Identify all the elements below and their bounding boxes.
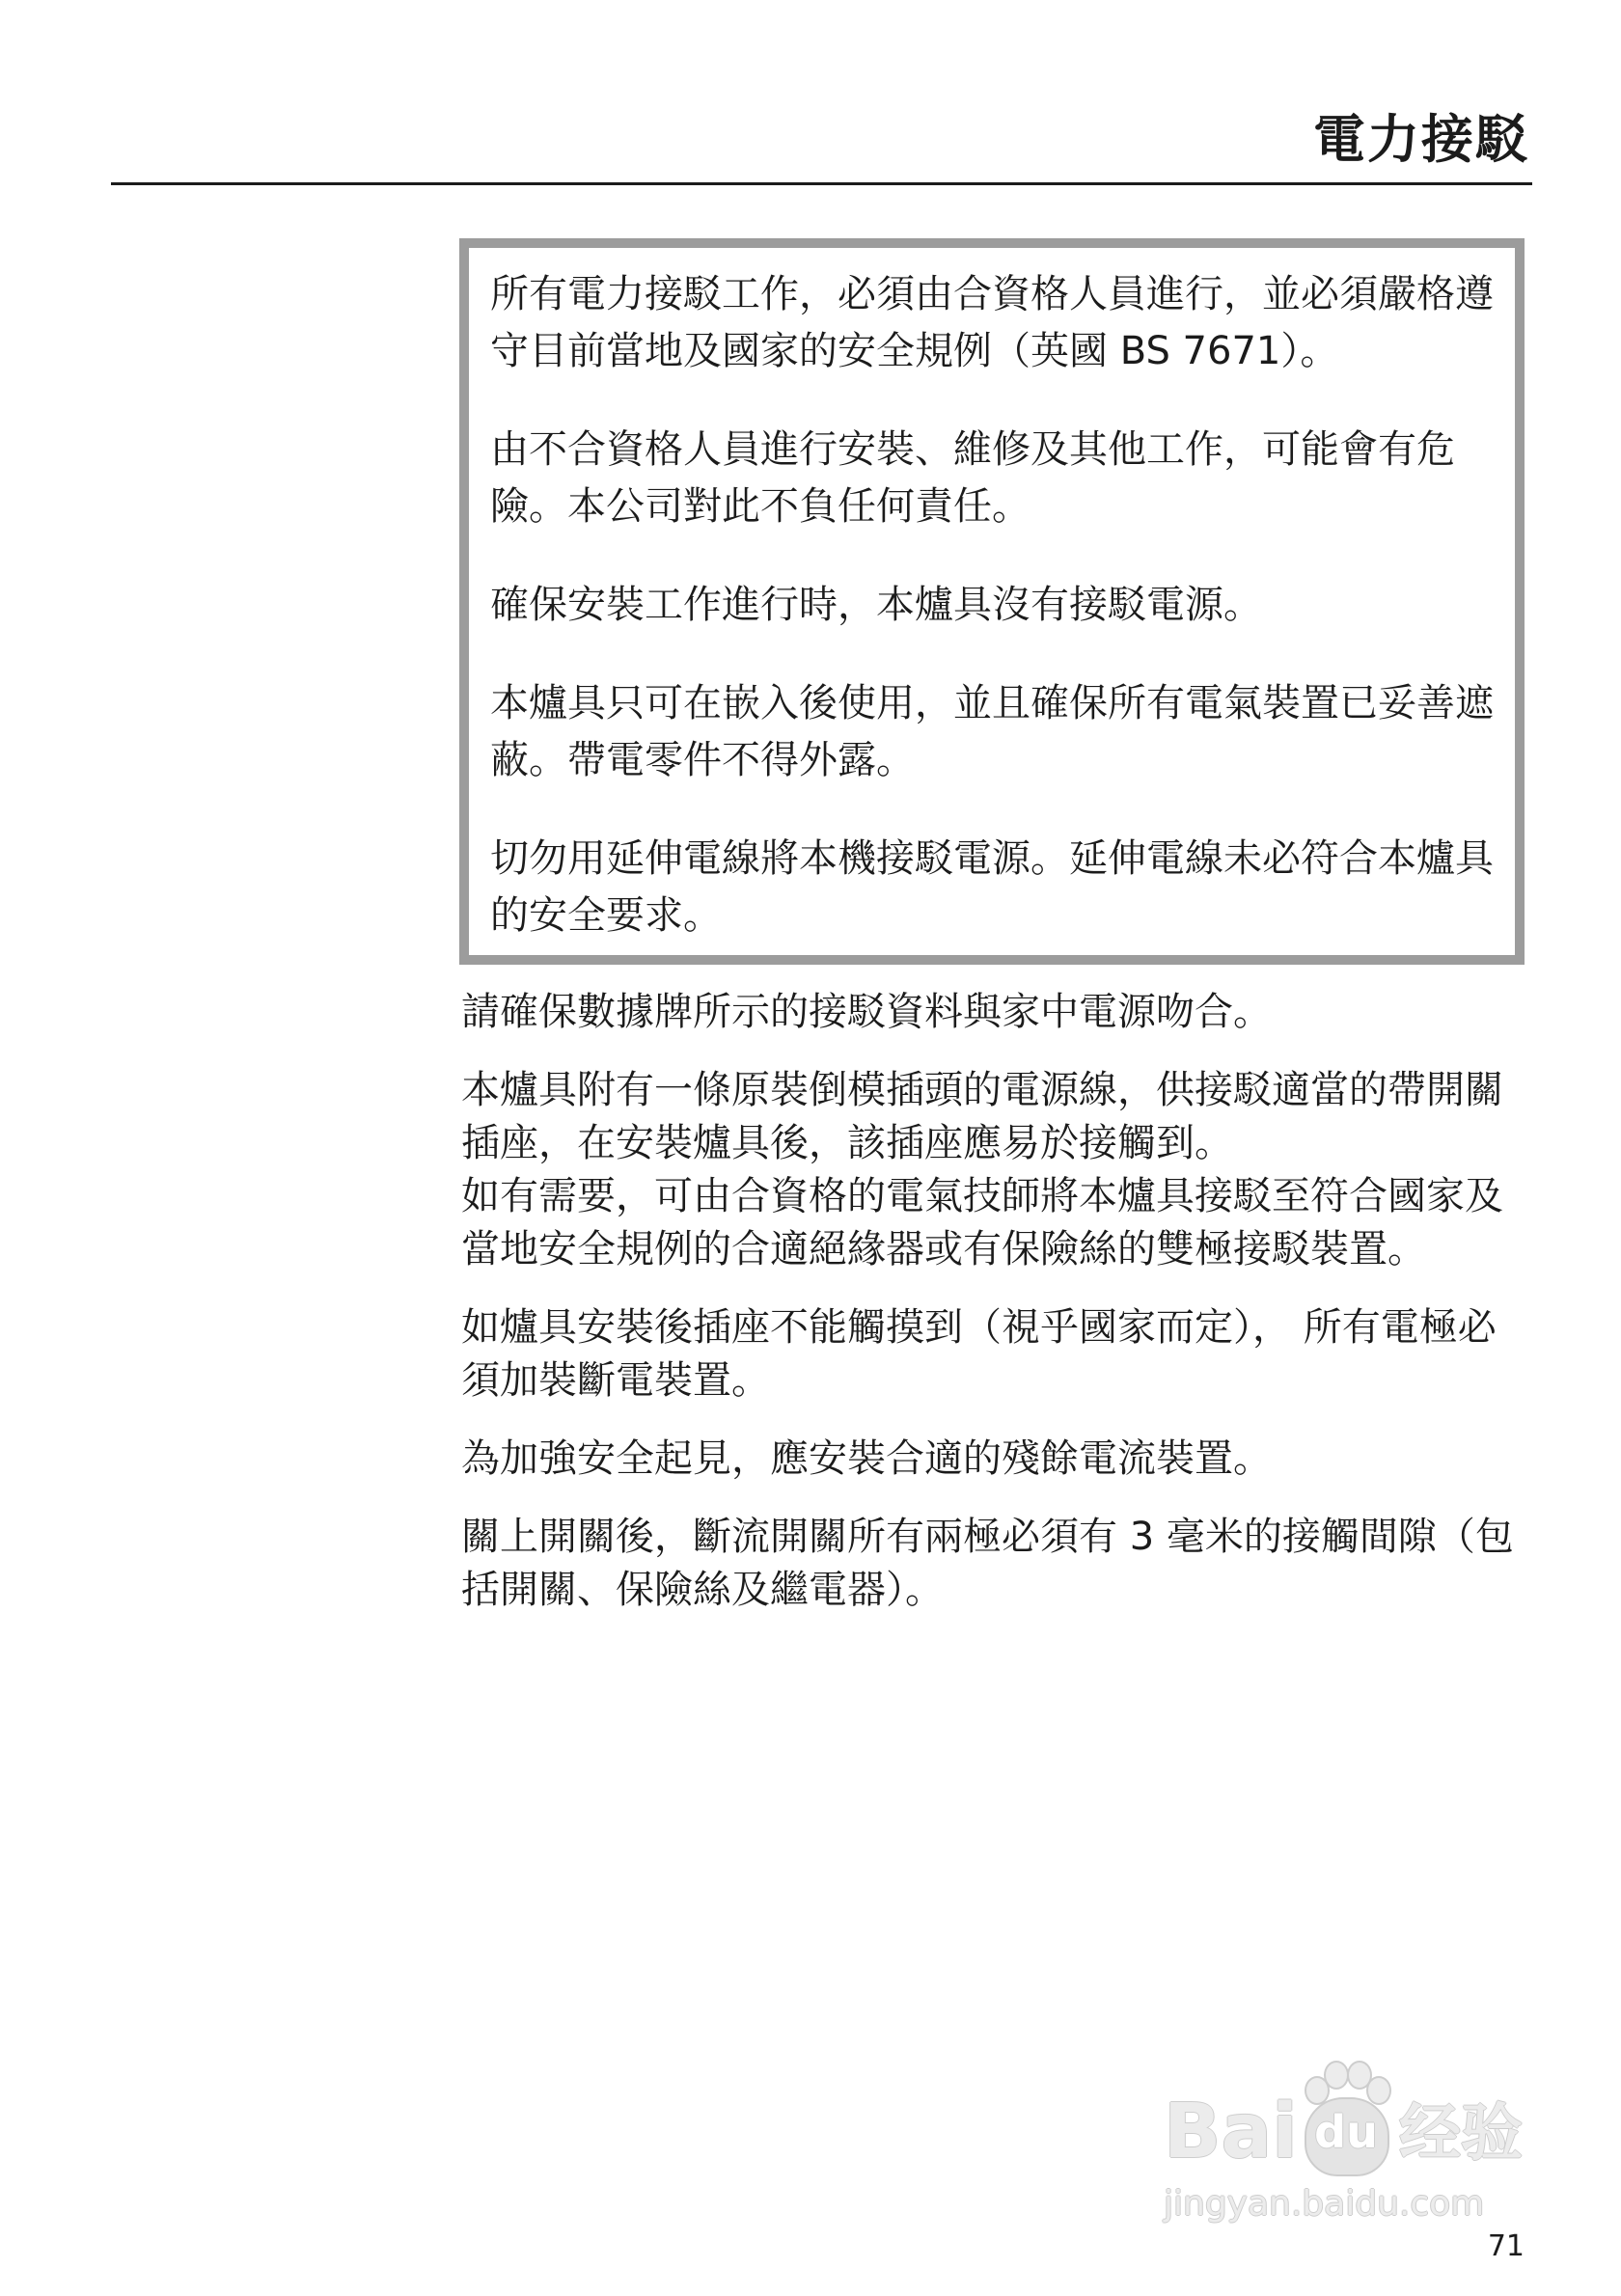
text-line: 蔽。帶電零件不得外露。 [490, 738, 915, 782]
body-text [461, 986, 1532, 1617]
text-line: 的安全要求。 [490, 893, 722, 938]
header-rule [111, 182, 1532, 185]
warning-paragraph [490, 577, 1515, 634]
paw-toe [1324, 2061, 1349, 2090]
watermark-logo-jingyan: 经验 [1399, 2098, 1523, 2170]
text-line: 險。本公司對此不負任何責任。 [490, 484, 1030, 529]
warning-box [459, 238, 1525, 965]
warning-paragraph [490, 675, 1515, 789]
text-line: 當地安全規例的合適絕緣器或有保險絲的雙極接駁裝置。 [461, 1227, 1426, 1271]
text-line: 守目前當地及國家的安全規例（英國 BS 7671）。 [490, 329, 1339, 373]
text-line: 須加裝斷電裝置。 [461, 1358, 770, 1403]
text-line: 本爐具附有一條原裝倒模插頭的電源線，供接駁適當的帶開關 [461, 1068, 1503, 1112]
text-line: 括開關、保險絲及繼電器）。 [461, 1568, 944, 1612]
text-line: 關上開關後，斷流開關所有兩極必須有 3 毫米的接觸間隙（包 [461, 1515, 1514, 1559]
body-paragraph [461, 1511, 1532, 1617]
text-line: 插座，在安裝爐具後，該插座應易於接觸到。 [461, 1121, 1233, 1165]
text-line: 如爐具安裝後插座不能觸摸到（視乎國家而定）， 所有電極必 [461, 1305, 1497, 1350]
body-paragraph [461, 986, 1532, 1039]
text-line: 確保安裝工作進行時，本爐具沒有接駁電源。 [490, 583, 1262, 627]
body-paragraph [461, 1301, 1532, 1408]
body-paragraph [461, 1064, 1532, 1276]
body-paragraph [461, 1433, 1532, 1486]
page-number: 71 [1487, 2229, 1525, 2263]
text-line: 本爐具只可在嵌入後使用，並且確保所有電氣裝置已妥善遮 [490, 681, 1494, 725]
text-line: 切勿用延伸電線將本機接駁電源。延伸電線未必符合本爐具 [490, 836, 1494, 881]
text-line: 由不合資格人員進行安裝、維修及其他工作，可能會有危 [490, 427, 1455, 472]
text-line: 為加強安全起見，應安裝合適的殘餘電流裝置。 [461, 1436, 1272, 1481]
text-line: 所有電力接駁工作，必須由合資格人員進行，並必須嚴格遵 [490, 272, 1494, 316]
warning-paragraph [490, 422, 1515, 535]
page-title: 電力接駁 [1313, 109, 1529, 170]
watermark-logo-du: du [1314, 2106, 1378, 2158]
text-line: 如有需要，可由合資格的電氣技師將本爐具接駁至符合國家及 [461, 1174, 1503, 1218]
text-line: 請確保數據牌所示的接駁資料與家中電源吻合。 [461, 990, 1272, 1034]
watermark-logo-bai: Bai [1164, 2089, 1298, 2175]
watermark-url: jingyan.baidu.com [1164, 2184, 1485, 2224]
paw-icon [1299, 2059, 1393, 2178]
warning-paragraph [490, 831, 1515, 944]
warning-paragraph [490, 266, 1515, 380]
paw-toe [1366, 2076, 1391, 2105]
